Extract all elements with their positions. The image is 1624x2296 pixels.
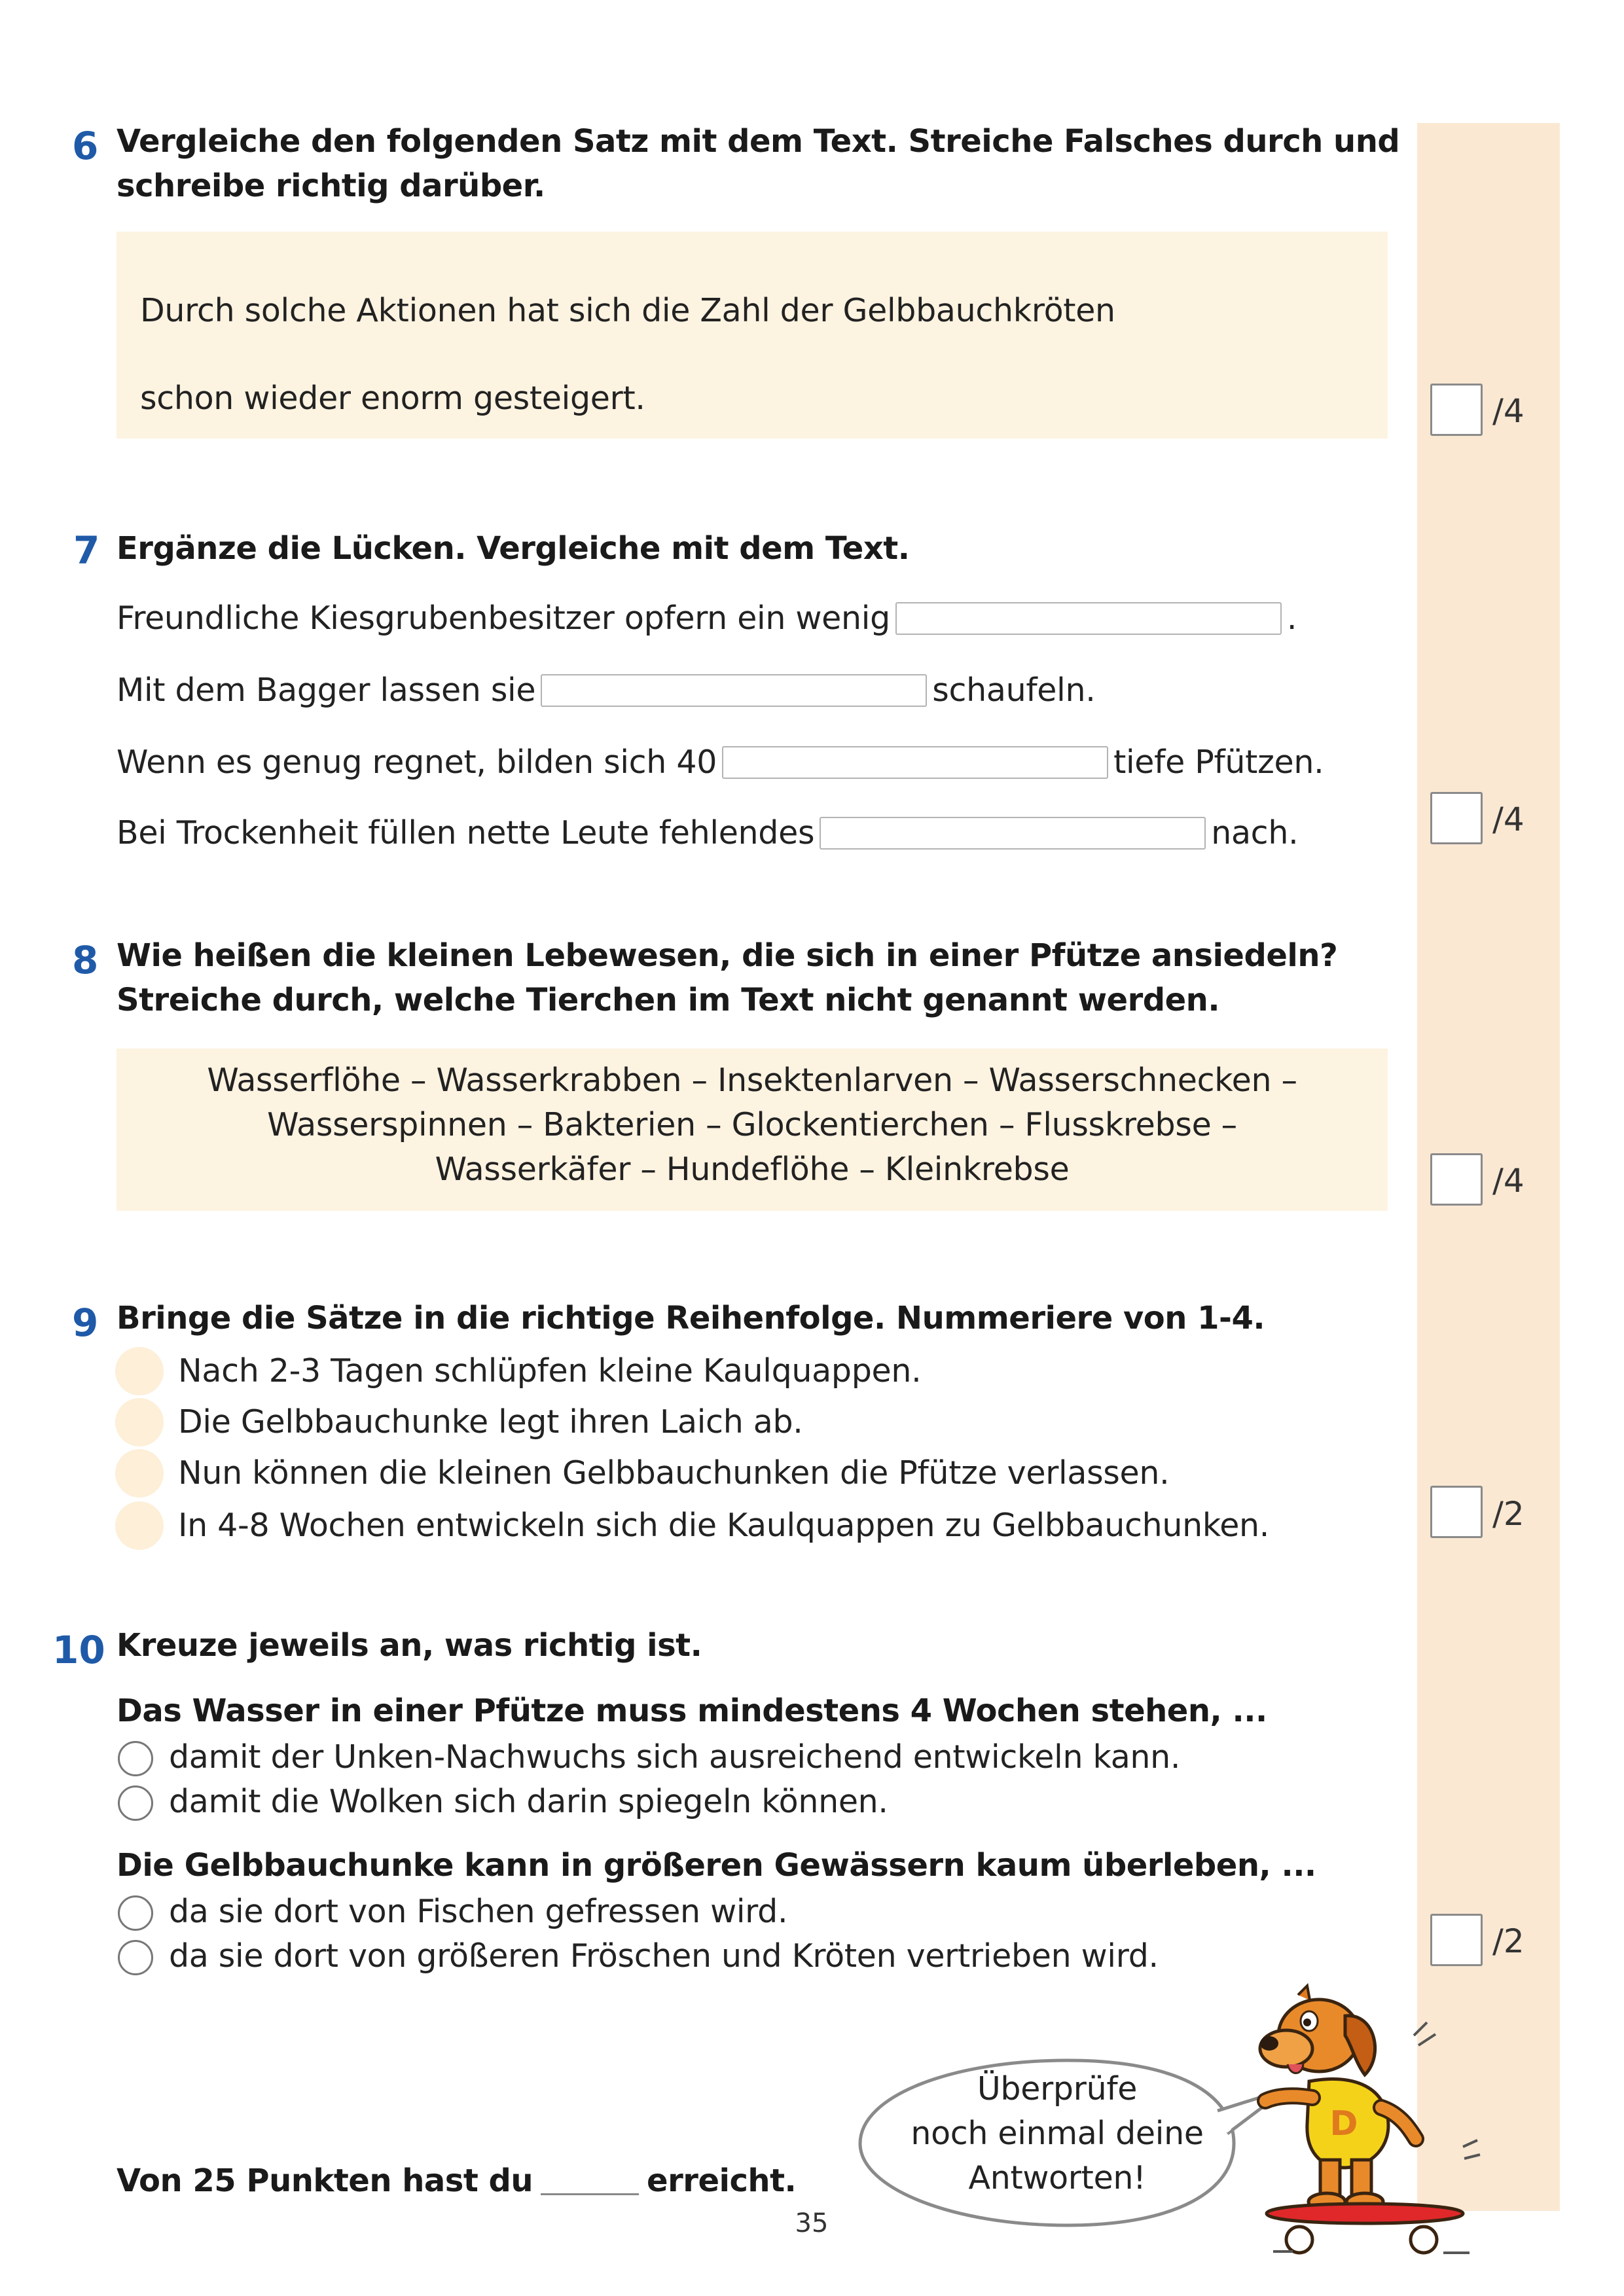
speech-bubble-line3: Antworten! <box>968 2159 1146 2197</box>
question-7-gap-3[interactable] <box>722 746 1108 779</box>
mascot-shirt-letter: D <box>1329 2104 1358 2144</box>
question-8-instruction-line1: Wie heißen die kleinen Lebewesen, die sich in einer Pfütze ansiedeln? <box>117 937 1338 974</box>
question-7-line-3-after: tiefe Pfützen. <box>1113 744 1324 781</box>
question-7-line-4 <box>117 812 1298 855</box>
question-10-option-2b: da sie dort von größeren Fröschen und Kröten vertrieben wird. <box>169 1937 1159 1975</box>
question-8-instruction-line2: Streiche durch, welche Tierchen im Text nicht genannt werden. <box>117 982 1220 1018</box>
question-7-gap-1[interactable] <box>895 602 1282 635</box>
question-9-item-2: Die Gelbbauchunke legt ihren Laich ab. <box>178 1403 803 1441</box>
total-points-line <box>117 2159 796 2203</box>
question-6-sentence-line2: schon wieder enorm gesteigert. <box>140 380 645 417</box>
page-number: 35 <box>795 2208 829 2238</box>
question-8-number: 8 <box>72 938 99 982</box>
question-10-option-2a-checkbox[interactable] <box>118 1895 153 1931</box>
question-8-list-line2: Wasserspinnen – Bakterien – Glockentierchen – Flusskrebse – <box>267 1106 1237 1143</box>
question-9-instruction: Bringe die Sätze in die richtige Reihenfolge. Nummeriere von 1-4. <box>117 1300 1265 1336</box>
question-10-score-box[interactable] <box>1430 1914 1483 1966</box>
question-9-order-field-4[interactable] <box>115 1501 164 1550</box>
question-6-instruction-line1: Vergleiche den folgenden Satz mit dem Text. Streiche Falsches durch und <box>117 123 1400 160</box>
question-8-score-box[interactable] <box>1430 1153 1483 1206</box>
total-points-blank[interactable] <box>541 2167 639 2195</box>
question-7-line-2 <box>117 669 1095 712</box>
question-6-sentence-box <box>117 232 1388 439</box>
mascot-dog-skateboard-illustration <box>1247 1983 1489 2271</box>
question-8-score-max: /4 <box>1492 1162 1525 1200</box>
question-7-instruction: Ergänze die Lücken. Vergleiche mit dem Text. <box>117 530 910 567</box>
question-7-line-2-after: schaufeln. <box>932 672 1096 709</box>
question-7-gap-2[interactable] <box>541 674 927 707</box>
question-7-line-3-before: Wenn es genug regnet, bilden sich 40 <box>117 744 717 781</box>
question-10-instruction: Kreuze jeweils an, was richtig ist. <box>117 1627 702 1664</box>
question-10-prompt-2: Die Gelbbauchunke kann in größeren Gewässern kaum überleben, ... <box>117 1847 1316 1884</box>
question-6-sentence-line1: Durch solche Aktionen hat sich die Zahl der Gelbbauchkröten <box>140 292 1115 329</box>
question-7-number: 7 <box>73 528 100 573</box>
question-10-option-2b-checkbox[interactable] <box>118 1940 153 1975</box>
question-7-line-2-before: Mit dem Bagger lassen sie <box>117 672 536 709</box>
question-9-order-field-3[interactable] <box>115 1449 164 1498</box>
question-8-list-line1: Wasserflöhe – Wasserkrabben – Insektenlarven – Wasserschnecken – <box>207 1062 1297 1099</box>
question-9-order-field-1[interactable] <box>115 1347 164 1395</box>
question-9-item-4: In 4-8 Wochen entwickeln sich die Kaulquappen zu Gelbbauchunken. <box>178 1507 1270 1544</box>
question-8-animal-list-box <box>117 1049 1388 1211</box>
question-10-number: 10 <box>52 1628 105 1672</box>
total-points-after: erreicht. <box>647 2162 797 2199</box>
question-7-score-max: /4 <box>1492 800 1525 838</box>
speech-bubble-line1: Überprüfe <box>977 2070 1138 2108</box>
question-9-score-max: /2 <box>1492 1495 1525 1533</box>
question-6-score-box[interactable] <box>1430 384 1483 436</box>
speech-bubble-line2: noch einmal deine <box>911 2115 1204 2152</box>
question-6-number: 6 <box>72 124 99 168</box>
question-7-line-4-before: Bei Trockenheit füllen nette Leute fehlendes <box>117 814 815 852</box>
question-7-line-4-after: nach. <box>1211 814 1299 852</box>
question-10-option-2a: da sie dort von Fischen gefressen wird. <box>169 1893 788 1930</box>
question-10-option-1b-checkbox[interactable] <box>118 1785 153 1821</box>
speech-bubble-text <box>871 2067 1244 2200</box>
question-6-score-max: /4 <box>1492 392 1525 430</box>
question-7-gap-4[interactable] <box>820 817 1206 850</box>
question-6-instruction-line2: schreibe richtig darüber. <box>117 168 545 204</box>
question-9-number: 9 <box>72 1300 99 1345</box>
question-7-line-3 <box>117 741 1324 784</box>
question-9-item-1: Nach 2-3 Tagen schlüpfen kleine Kaulquappen. <box>178 1352 922 1390</box>
question-10-prompt-1: Das Wasser in einer Pfütze muss mindestens 4 Wochen stehen, ... <box>117 1693 1267 1729</box>
question-10-option-1a: damit der Unken-Nachwuchs sich ausreichend entwickeln kann. <box>169 1738 1181 1776</box>
question-7-line-1-after: . <box>1286 600 1297 637</box>
question-8-list-line3: Wasserkäfer – Hundeflöhe – Kleinkrebse <box>435 1151 1070 1188</box>
question-9-order-field-2[interactable] <box>115 1398 164 1446</box>
question-10-score-max: /2 <box>1492 1922 1525 1960</box>
question-10-option-1a-checkbox[interactable] <box>118 1741 153 1776</box>
question-10-option-1b: damit die Wolken sich darin spiegeln können. <box>169 1783 888 1820</box>
question-9-item-3: Nun können die kleinen Gelbbauchunken die Pfütze verlassen. <box>178 1454 1170 1492</box>
question-9-score-box[interactable] <box>1430 1486 1483 1538</box>
question-7-line-1 <box>117 597 1297 640</box>
question-7-score-box[interactable] <box>1430 792 1483 844</box>
question-7-line-1-before: Freundliche Kiesgrubenbesitzer opfern ein wenig <box>117 600 890 637</box>
total-points-before: Von 25 Punkten hast du <box>117 2162 533 2199</box>
